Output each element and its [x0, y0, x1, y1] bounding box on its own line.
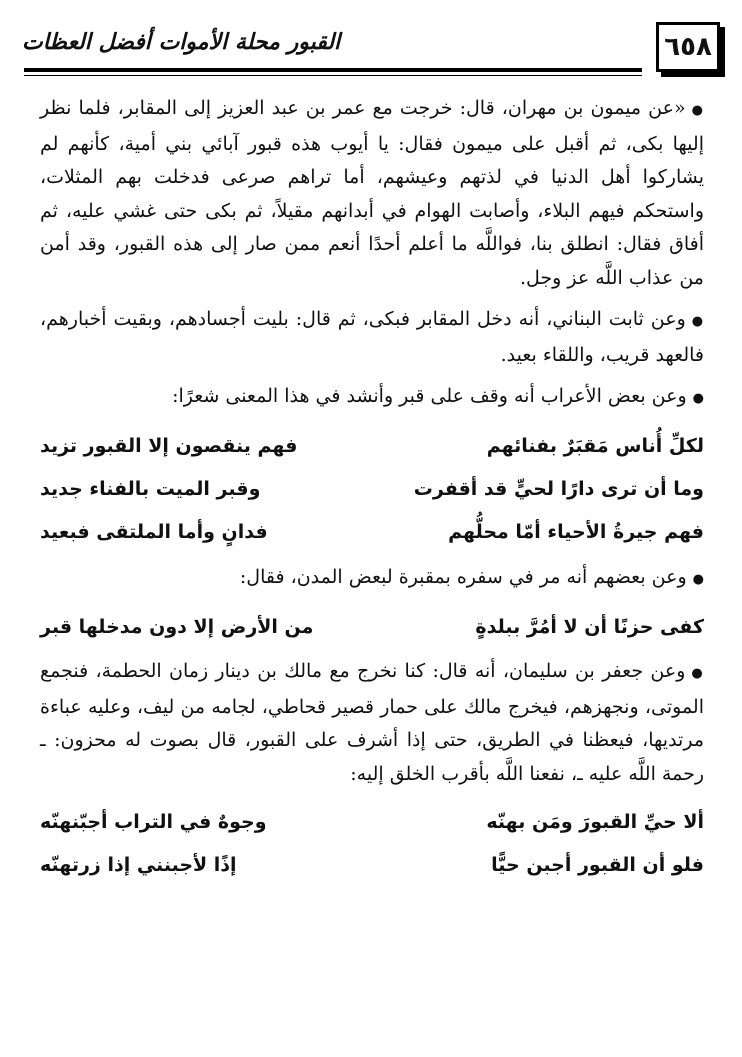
paragraph-text: وعن بعض الأعراب أنه وقف على قبر وأنشد في هذا المعنى شعرًا: [172, 385, 687, 407]
bullet-icon: ● [691, 103, 705, 118]
verse-first-hemistich: فهم جيرةُ الأحياء أمّا محلُّهم [448, 521, 704, 544]
paragraph-jafar [40, 655, 704, 791]
page-header [22, 18, 722, 76]
bullet-icon: ● [691, 314, 704, 329]
paragraph-text: وعن ثابت البناني، أنه دخل المقابر فبكى، ثم قال: بليت أجسادهم، وبقيت أخبارهم، فالعهد قريب، واللقاء بعيد. [40, 308, 704, 366]
bullet-icon: ● [691, 666, 704, 681]
verse-line [40, 512, 704, 555]
running-title [22, 30, 622, 55]
page-number: ٦٥٨ [664, 32, 712, 62]
verse-second-hemistich: من الأرض إلا دون مدخلها قبر [40, 615, 314, 638]
verse-line [40, 469, 704, 512]
poem-3 [40, 801, 704, 887]
verse-first-hemistich: لكلِّ أُناس مَقبَرٌ بفنائهم [486, 435, 704, 458]
paragraph-text: وعن جعفر بن سليمان، أنه قال: كنا نخرج مع مالك بن دينار زمان الحطمة، فنجمع الموتى، ونجهزهم، فيخرج مالك على حمار قصير قحاطي، لجامه من ليف، وعليه عباءة مرتديها، فيعظنا في الطريق، حتى إذا أشرف على القبور، قال بصوت له محزون: ـ رحمة اللَّه عليه ـ، نفعنا اللَّه بأقرب الخلق إليه: [40, 660, 704, 785]
verse-second-hemistich: وجوهٌ في التراب أجبّنهنّه [40, 810, 267, 833]
paragraph-maymun [40, 92, 704, 295]
verse-line [40, 606, 704, 649]
verse-line [40, 801, 704, 844]
verse-second-hemistich: فهم ينقصون إلا القبور تزيد [40, 435, 298, 458]
bullet-icon: ● [692, 571, 704, 587]
paragraph-traveler [40, 561, 704, 597]
verse-line [40, 426, 704, 469]
verse-first-hemistich: وما أن ترى دارًا لحيٍّ قد أقفرت [413, 478, 704, 501]
verse-second-hemistich: إذًا لأجبنني إذا زرتهنّه [40, 853, 237, 876]
page-body [40, 92, 704, 893]
paragraph-arab [40, 380, 704, 416]
verse-first-hemistich: كفى حزنًا أن لا أمُرَّ ببلدةٍ [475, 615, 704, 638]
verse-line [40, 844, 704, 887]
header-rule-thin [24, 75, 642, 76]
bullet-icon: ● [692, 391, 704, 406]
verse-first-hemistich: فلو أن القبور أجبن حيًّا [491, 853, 704, 876]
paragraph-text: «عن ميمون بن مهران، قال: خرجت مع عمر بن عبد العزيز إلى المقابر، فلما نظر إليها بكى، ثم أقبل على ميمون فقال: يا أيوب هذه قبور آبائي بني أمية، كأنهم لم يشاركوا أهل الدنيا في لذتهم وعيشهم، أما تراهم صرعى فدخلت بهم المثلات، واستحكم فيهم البلاء، وأصابت الهوام في أبدانهم مقيلاً، ثم بكى حتى غشي عليه، ثم أفاق فقال: انطلق بنا، فواللَّه ما أعلم أحدًا أنعم ممن صار إلى هذه القبور، وقد أمن من عذاب اللَّه عز وجل. [40, 97, 704, 289]
header-rule-thick [24, 68, 642, 72]
verse-second-hemistich: وقبر الميت بالفناء جديد [40, 478, 261, 501]
verse-second-hemistich: فدانٍ وأما الملتقى فبعيد [40, 521, 268, 544]
verse-first-hemistich: ألا حيِّ القبورَ ومَن بهنّه [486, 810, 704, 833]
poem-2 [40, 606, 704, 649]
page-number-box [656, 22, 720, 72]
paragraph-text: وعن بعضهم أنه مر في سفره بمقبرة لبعض المدن، فقال: [239, 565, 687, 588]
poem-1 [40, 426, 704, 555]
paragraph-thabit [40, 303, 704, 372]
running-title-text: القبور محلة الأموات أفضل العظات [22, 30, 341, 55]
